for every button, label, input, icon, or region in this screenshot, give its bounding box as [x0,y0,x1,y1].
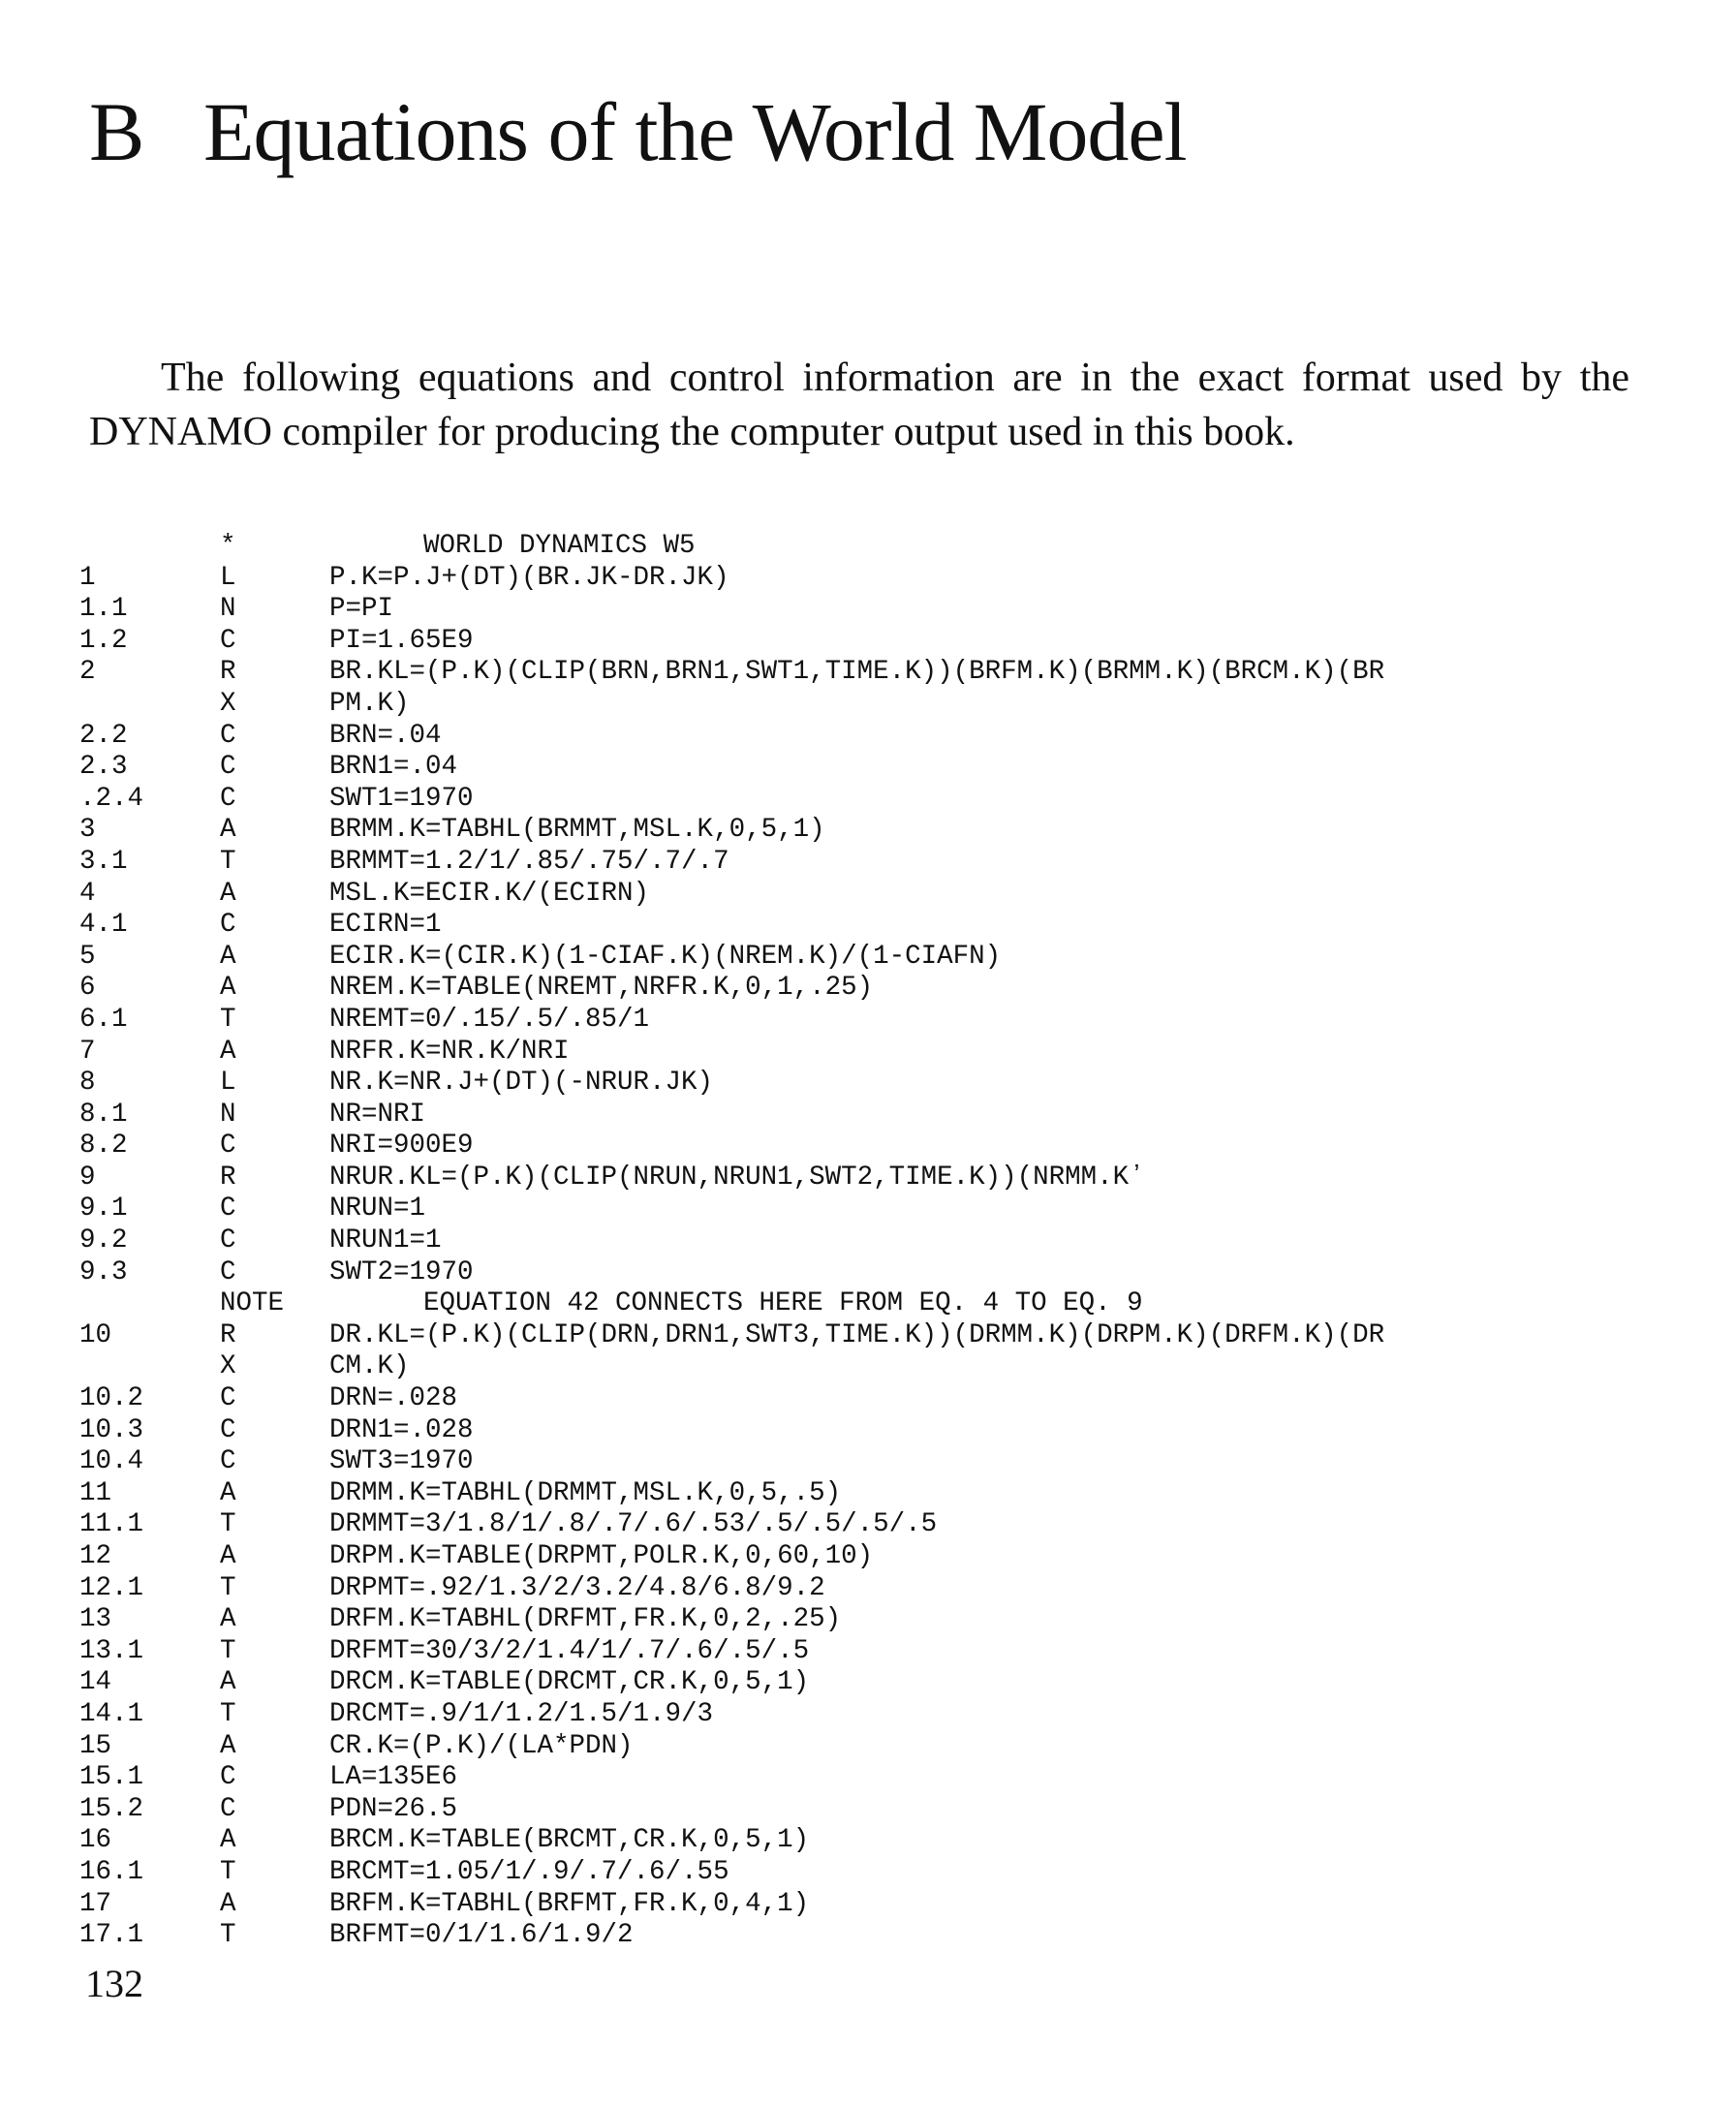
equation-row [79,657,1668,689]
equation-number: 15.1 [79,1762,144,1793]
equation-statement: NRUR.KL=(P.K)(CLIP(NRUN,NRUN1,SWT2,TIME.K))(NRMM.Kʼ [329,1162,1145,1193]
equation-number: 8.1 [79,1099,128,1130]
equation-row [79,815,1668,847]
equation-type-code: T [220,1509,236,1540]
equation-number: 14 [79,1667,112,1698]
equation-number: 17 [79,1888,112,1919]
equation-row [79,1320,1668,1352]
equation-type-code: T [220,1698,236,1729]
equation-statement: BRN=.04 [329,720,442,751]
equation-row [79,1825,1668,1857]
equation-row [79,1636,1668,1668]
intro-paragraph [89,351,1629,459]
equation-row [79,721,1668,753]
equation-statement: NREM.K=TABLE(NREMT,NRFR.K,0,1,.25) [329,973,874,1004]
equation-number: 14.1 [79,1698,144,1729]
equation-statement: LA=135E6 [329,1762,458,1793]
equation-number: 9.3 [79,1256,128,1287]
equation-number: 15 [79,1730,112,1761]
equation-type-code: R [220,1162,236,1193]
page-number: 132 [85,1962,143,2005]
equation-statement: PDN=26.5 [329,1793,458,1824]
equation-row [79,1889,1668,1921]
equation-row [79,1225,1668,1257]
equation-number: 10.4 [79,1446,144,1477]
equation-row [79,879,1668,911]
equation-row [79,1794,1668,1826]
equation-row [79,1257,1668,1289]
equation-listing [79,531,1668,1952]
equation-row [79,752,1668,784]
equation-type-code: C [220,1194,236,1224]
equation-statement: BRFM.K=TABHL(BRFMT,FR.K,0,4,1) [329,1888,810,1919]
equation-type-code: A [220,1730,236,1761]
equation-statement: SWT1=1970 [329,783,474,814]
equation-type-code: T [220,846,236,877]
equation-number: 2.3 [79,752,128,783]
equation-row [79,1446,1668,1478]
equation-number: 11.1 [79,1509,144,1540]
equation-type-code: C [220,1762,236,1793]
equation-row [79,1731,1668,1763]
equation-statement: WORLD DYNAMICS W5 [423,531,696,561]
equation-number: 3.1 [79,846,128,877]
equation-row [79,847,1668,879]
equation-type-code: T [220,1004,236,1035]
equation-statement: DRFMT=30/3/2/1.4/1/.7/.6/.5/.5 [329,1635,810,1666]
equation-row [79,1415,1668,1447]
equation-statement: DRN1=.028 [329,1414,474,1445]
equation-number: 4.1 [79,910,128,941]
equation-type-code: A [220,1604,236,1635]
equation-statement: MSL.K=ECIR.K/(ECIRN) [329,878,650,909]
equation-statement: DR.KL=(P.K)(CLIP(DRN,DRN1,SWT3,TIME.K))(DRMM.K)(DRPM.K)(DRFM.K)(DR [329,1319,1385,1350]
equation-row [79,531,1668,563]
equation-statement: P=PI [329,594,394,625]
equation-statement: DRCMT=.9/1/1.2/1.5/1.9/3 [329,1698,714,1729]
equation-number: 6 [79,973,96,1004]
equation-statement: CM.K) [329,1351,410,1382]
equation-number: 2 [79,657,96,688]
equation-row [79,1667,1668,1699]
equation-statement: PM.K) [329,688,410,719]
equation-number: 10.2 [79,1383,144,1414]
equation-type-code: X [220,688,236,719]
equation-statement: BRCM.K=TABLE(BRCMT,CR.K,0,5,1) [329,1825,810,1856]
equation-statement: ECIRN=1 [329,910,442,941]
equation-number: 16 [79,1825,112,1856]
equation-type-code: N [220,594,236,625]
equation-type-code: R [220,657,236,688]
equation-type-code: L [220,562,236,593]
equation-type-code: T [220,1920,236,1951]
equation-number: 15.2 [79,1793,144,1824]
equation-statement: DRMMT=3/1.8/1/.8/.7/.6/.53/.5/.5/.5/.5 [329,1509,938,1540]
equation-row [79,1068,1668,1100]
equation-row [79,1383,1668,1415]
equation-type-code: A [220,941,236,972]
equation-type-code: N [220,1099,236,1130]
equation-row [79,1762,1668,1794]
equation-statement: DRPM.K=TABLE(DRPMT,POLR.K,0,60,10) [329,1541,874,1571]
equation-row [79,1037,1668,1069]
equation-type-code: R [220,1319,236,1350]
equation-number: 10.3 [79,1414,144,1445]
equation-number: 13.1 [79,1635,144,1666]
equation-type-code: C [220,1446,236,1477]
equation-number: 12 [79,1541,112,1571]
equation-type-code: C [220,1793,236,1824]
equation-type-code: T [220,1856,236,1887]
equation-row [79,1857,1668,1889]
equation-type-code: T [220,1635,236,1666]
equation-row [79,1478,1668,1510]
equation-statement: BRFMT=0/1/1.6/1.9/2 [329,1920,634,1951]
equation-row [79,1604,1668,1636]
equation-number: 10 [79,1319,112,1350]
equation-row [79,1100,1668,1132]
equation-type-code: A [220,815,236,846]
equation-number: 17.1 [79,1920,144,1951]
equation-number: 5 [79,941,96,972]
equation-statement: NR.K=NR.J+(DT)(-NRUR.JK) [329,1068,714,1099]
equation-type-code: C [220,1383,236,1414]
equation-statement: NREMT=0/.15/.5/.85/1 [329,1004,650,1035]
appendix-letter: B [89,84,144,178]
equation-type-code: A [220,1036,236,1067]
equation-type-code: C [220,1225,236,1256]
equation-number: 8 [79,1068,96,1099]
equation-type-code: C [220,1131,236,1162]
equation-statement: PI=1.65E9 [329,625,474,656]
equation-row [79,563,1668,595]
equation-statement: NRFR.K=NR.K/NRI [329,1036,570,1067]
equation-statement: NRUN1=1 [329,1225,442,1256]
equation-statement: EQUATION 42 CONNECTS HERE FROM EQ. 4 TO EQ. 9 [423,1288,1143,1319]
equation-statement: DRCM.K=TABLE(DRCMT,CR.K,0,5,1) [329,1667,810,1698]
equation-row [79,942,1668,974]
equation-row [79,626,1668,658]
equation-statement: DRN=.028 [329,1383,458,1414]
equation-statement: BRMM.K=TABHL(BRMMT,MSL.K,0,5,1) [329,815,825,846]
equation-number: 1.2 [79,625,128,656]
equation-statement: NRI=900E9 [329,1131,474,1162]
equation-statement: SWT3=1970 [329,1446,474,1477]
equation-statement: DRFM.K=TABHL(DRFMT,FR.K,0,2,.25) [329,1604,842,1635]
equation-number: 1 [79,562,96,593]
equation-number: 1.1 [79,594,128,625]
equation-number: 3 [79,815,96,846]
equation-type-code: A [220,1888,236,1919]
equation-type-code: A [220,1825,236,1856]
equation-row [79,1351,1668,1383]
equation-number: 9.1 [79,1194,128,1224]
equation-row [79,1194,1668,1225]
equation-number: 12.1 [79,1572,144,1603]
equation-row [79,1131,1668,1162]
equation-statement: DRMM.K=TABHL(DRMMT,MSL.K,0,5,.5) [329,1477,842,1508]
equation-number: 4 [79,878,96,909]
equation-number: 7 [79,1036,96,1067]
equation-row [79,784,1668,816]
equation-type-code: C [220,625,236,656]
equation-row [79,1288,1668,1320]
equation-number: 13 [79,1604,112,1635]
equation-number: 9 [79,1162,96,1193]
equation-type-code: A [220,1541,236,1571]
equation-type-code: C [220,1414,236,1445]
equation-row [79,594,1668,626]
equation-type-code: * [220,531,236,561]
equation-row [79,1509,1668,1541]
equation-row [79,1541,1668,1573]
equation-row [79,1162,1668,1194]
page-heading [89,83,1186,180]
equation-statement: DRPMT=.92/1.3/2/3.2/4.8/6.8/9.2 [329,1572,825,1603]
equation-type-code: C [220,752,236,783]
equation-type-code: A [220,1667,236,1698]
equation-statement: BRMMT=1.2/1/.85/.75/.7/.7 [329,846,729,877]
equation-number: 9.2 [79,1225,128,1256]
appendix-title: Equations of the World Model [203,84,1187,178]
equation-row [79,689,1668,721]
equation-statement: NR=NRI [329,1099,426,1130]
equation-type-code: A [220,973,236,1004]
equation-type-code: C [220,1256,236,1287]
equation-row [79,1573,1668,1605]
equation-type-code: C [220,720,236,751]
equation-type-code: L [220,1068,236,1099]
equation-number: 11 [79,1477,112,1508]
equation-type-code: X [220,1351,236,1382]
equation-row [79,1005,1668,1037]
equation-number: 6.1 [79,1004,128,1035]
equation-statement: P.K=P.J+(DT)(BR.JK-DR.JK) [329,562,729,593]
equation-statement: BRCMT=1.05/1/.9/.7/.6/.55 [329,1856,729,1887]
equation-type-code: T [220,1572,236,1603]
equation-number: 2.2 [79,720,128,751]
equation-row [79,1699,1668,1731]
equation-statement: ECIR.K=(CIR.K)(1-CIAF.K)(NREM.K)/(1-CIAFN) [329,941,1002,972]
equation-type-code: C [220,910,236,941]
equation-row [79,973,1668,1005]
equation-number: 16.1 [79,1856,144,1887]
equation-type-code: A [220,878,236,909]
equation-statement: SWT2=1970 [329,1256,474,1287]
equation-number: 8.2 [79,1131,128,1162]
equation-row [79,1920,1668,1952]
intro-text: The following equations and control information are in the exact format used by the DYNAMO compiler for producing the computer output used in this book. [89,356,1629,454]
equation-statement: NRUN=1 [329,1194,426,1224]
equation-statement: CR.K=(P.K)/(LA*PDN) [329,1730,634,1761]
equation-statement: BR.KL=(P.K)(CLIP(BRN,BRN1,SWT1,TIME.K))(BRFM.K)(BRMM.K)(BRCM.K)(BR [329,657,1385,688]
equation-statement: BRN1=.04 [329,752,458,783]
equation-type-code: A [220,1477,236,1508]
equation-row [79,910,1668,942]
equation-type-code: C [220,783,236,814]
equation-number: .2.4 [79,783,144,814]
equation-type-code: NOTE [220,1288,285,1319]
